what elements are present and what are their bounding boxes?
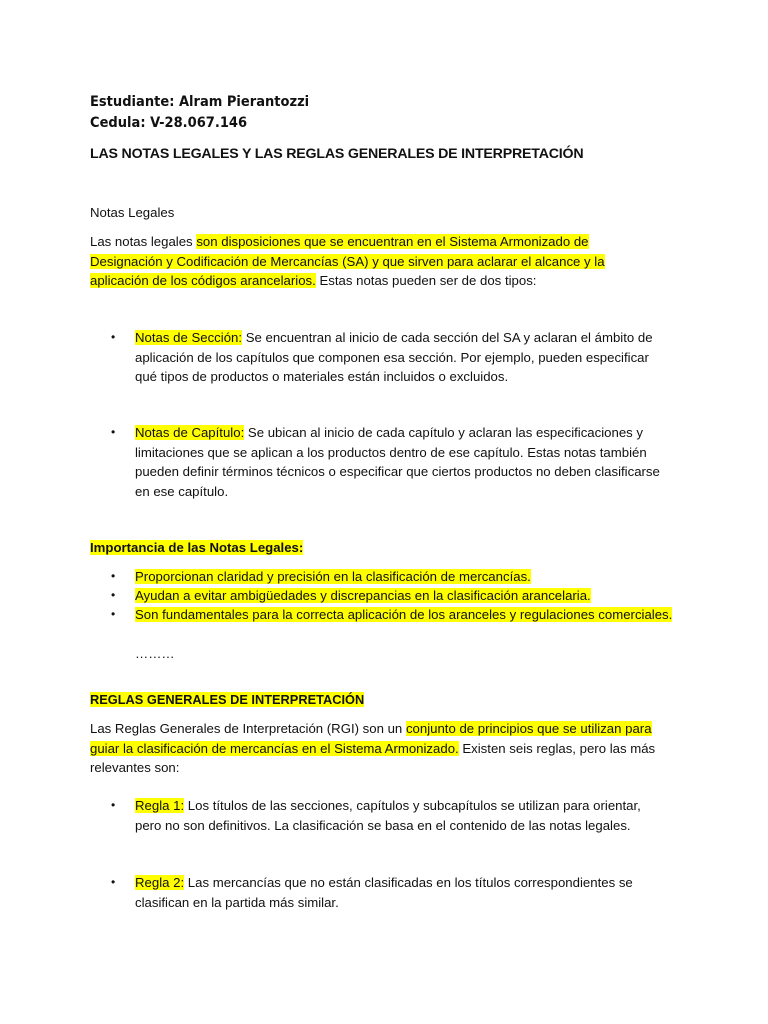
list-item-notas-seccion [135,328,655,387]
bullet-glyph: • [111,425,116,439]
reglas-intro-highlight: conjunto de principios que se utilizan para guiar la clasificación de mercancías en el Sistema Armonizado. [90,721,652,756]
reglas-intro-post: Existen seis reglas, pero las más relevantes son: [90,740,656,775]
item-label: Notas de Sección: [135,330,243,345]
reglas-intro-paragraph [90,719,675,778]
item-text: Las mercancías que no están clasificadas en los títulos correspondientes se clasifican en la partida más similar. [135,875,633,910]
bullet-glyph: • [111,875,116,889]
notas-intro-pre: Las notas legales [90,234,197,249]
list-item-importancia-1: Proporcionan claridad y precisión en la clasificación de mercancías. [135,569,531,584]
bullet-glyph: • [111,607,116,621]
item-text: Se ubican al inicio de cada capítulo y aclaran las especificaciones y limitaciones que se aplican a los productos dentro de ese capítulo. Estas notas también pueden definir términos técnicos o especificar que ciertos productos no deben clasificarse en ese capítulo. [135,425,660,499]
item-label: Regla 1: [135,798,185,813]
list-item-importancia-3: Son fundamentales para la correcta aplicación de los aranceles y regulaciones comerciales. [135,607,673,622]
item-text: Los títulos de las secciones, capítulos y subcapítulos se utilizan para orientar, pero no son definitivos. La clasificación se basa en el contenido de las notas legales. [135,798,641,833]
ellipsis: ……… [135,646,175,661]
list-item-regla-1 [135,796,665,835]
section-heading-importancia: Importancia de las Notas Legales: [90,540,304,555]
bullet-glyph: • [111,330,116,344]
notas-intro-post: Estas notas pueden ser de dos tipos: [315,273,537,288]
notas-intro-highlight: son disposiciones que se encuentran en el Sistema Armonizado de Designación y Codificación de Mercancías (SA) y que sirven para aclarar el alcance y la aplicación de los códigos arancelarios. [90,234,605,288]
bullet-glyph: • [111,569,116,583]
bullet-glyph: • [111,588,116,602]
section-heading-notas: Notas Legales [90,205,175,220]
list-item-importancia-2: Ayudan a evitar ambigüedades y discrepancias en la clasificación arancelaria. [135,588,591,603]
item-text: Se encuentran al inicio de cada sección del SA y aclaran el ámbito de aplicación de los capítulos que componen esa sección. Por ejemplo, pueden especificar qué tipos de productos o materiales están incluidos o excluidos. [135,330,653,384]
list-item-notas-capitulo [135,423,675,501]
list-item-regla-2 [135,873,680,912]
document-title: LAS NOTAS LEGALES Y LAS REGLAS GENERALES DE INTERPRETACIÓN [90,146,584,162]
student-name: Estudiante: Alram Pierantozzi [90,94,310,110]
notas-intro-paragraph [90,232,650,291]
item-label: Regla 2: [135,875,185,890]
section-heading-reglas: REGLAS GENERALES DE INTERPRETACIÓN [90,692,365,707]
bullet-glyph: • [111,798,116,812]
item-label: Notas de Capítulo: [135,425,245,440]
student-cedula: Cedula: V-28.067.146 [90,115,248,131]
reglas-intro-pre: Las Reglas Generales de Interpretación (RGI) son un [90,721,406,736]
